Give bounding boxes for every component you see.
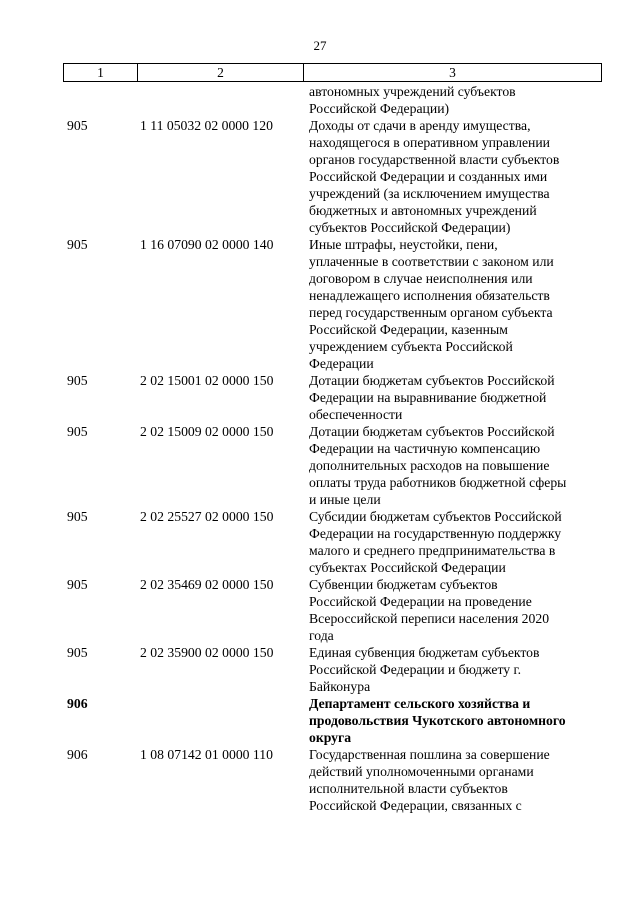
description-line: Дотации бюджетам субъектов Российской [309, 373, 555, 388]
description-line: действий уполномоченными органами [309, 764, 534, 779]
table-row [63, 117, 603, 236]
table-row [63, 746, 603, 814]
description-line: Российской Федерации на проведение [309, 594, 532, 609]
table-row [63, 236, 603, 372]
admin-code-cell: 905 [67, 424, 88, 439]
description-line: оплаты труда работников бюджетной сферы [309, 475, 567, 490]
description-cell [305, 117, 603, 236]
description-line: Департамент сельского хозяйства и [309, 696, 531, 711]
income-code-cell: 1 11 05032 02 0000 120 [140, 118, 273, 133]
description-line: Субсидии бюджетам субъектов Российской [309, 509, 562, 524]
description-line: Единая субвенция бюджетам субъектов [309, 645, 540, 660]
description-line: дополнительных расходов на повышение [309, 458, 550, 473]
description-line: органов государственной власти субъектов [309, 152, 560, 167]
table-row [63, 83, 603, 117]
table-row [63, 695, 603, 746]
table-row [63, 372, 603, 423]
description-line: Байконура [309, 679, 371, 694]
description-cell [305, 695, 603, 746]
description-line: обеспеченности [309, 407, 403, 422]
admin-code-cell: 905 [67, 373, 88, 388]
description-line: Государственная пошлина за совершение [309, 747, 550, 762]
description-line: округа [309, 730, 352, 745]
header-col-1: 1 [64, 64, 138, 81]
admin-code-cell [63, 83, 136, 117]
description-line: Субвенции бюджетам субъектов [309, 577, 498, 592]
description-cell [305, 423, 603, 508]
description-line: уплаченные в соответствии с законом или [309, 254, 554, 269]
description-line: Российской Федерации, связанных с [309, 798, 522, 813]
description-line: Российской Федерации, казенным [309, 322, 508, 337]
table-header [63, 63, 602, 82]
description-cell [305, 576, 603, 644]
description-line: года [309, 628, 334, 643]
description-cell [305, 236, 603, 372]
description-cell [305, 83, 603, 117]
description-line: Федерации на выравнивание бюджетной [309, 390, 547, 405]
description-cell [305, 372, 603, 423]
description-line: ненадлежащего исполнения обязательств [309, 288, 550, 303]
income-code-cell: 1 08 07142 01 0000 110 [140, 747, 273, 762]
description-line: Федерации на государственную поддержку [309, 526, 562, 541]
description-cell [305, 508, 603, 576]
description-line: автономных учреждений субъектов [309, 84, 516, 99]
header-col-2: 2 [138, 64, 304, 81]
description-line: продовольствия Чукотского автономного [309, 713, 566, 728]
admin-code-cell: 906 [67, 696, 88, 711]
description-line: Российской Федерации и бюджету г. [309, 662, 522, 677]
income-code-cell: 2 02 25527 02 0000 150 [140, 509, 274, 524]
admin-code-cell: 906 [67, 747, 88, 762]
description-line: и иные цели [309, 492, 381, 507]
income-code-cell: 2 02 15009 02 0000 150 [140, 424, 274, 439]
description-line: учреждений (за исключением имущества [309, 186, 550, 201]
description-line: бюджетных и автономных учреждений [309, 203, 537, 218]
income-code-cell: 2 02 35469 02 0000 150 [140, 577, 274, 592]
admin-code-cell: 905 [67, 118, 88, 133]
description-line: субъектах Российской Федерации [309, 560, 506, 575]
table-row [63, 576, 603, 644]
description-line: находящегося в оперативном управлении [309, 135, 551, 150]
description-line: Иные штрафы, неустойки, пени, [309, 237, 498, 252]
admin-code-cell: 905 [67, 645, 88, 660]
header-col-3: 3 [449, 64, 456, 80]
income-code-cell: 2 02 35900 02 0000 150 [140, 645, 274, 660]
description-cell [305, 746, 603, 814]
income-code-cell [136, 695, 305, 746]
description-cell [305, 644, 603, 695]
table-row [63, 644, 603, 695]
table-body [63, 83, 603, 814]
table-row [63, 508, 603, 576]
description-line: исполнительной власти субъектов [309, 781, 508, 796]
description-line: Федерации [309, 356, 374, 371]
description-line: субъектов Российской Федерации) [309, 220, 511, 235]
page-number: 27 [313, 38, 327, 53]
income-code-cell [136, 83, 305, 117]
description-line: Дотации бюджетам субъектов Российской [309, 424, 555, 439]
description-line: Российской Федерации) [309, 101, 450, 116]
description-line: договором в случае неисполнения или [309, 271, 533, 286]
admin-code-cell: 905 [67, 237, 88, 252]
description-line: Доходы от сдачи в аренду имущества, [309, 118, 531, 133]
description-line: учреждением субъекта Российской [309, 339, 513, 354]
description-line: Федерации на частичную компенсацию [309, 441, 541, 456]
description-line: малого и среднего предпринимательства в [309, 543, 556, 558]
income-code-cell: 1 16 07090 02 0000 140 [140, 237, 274, 252]
description-line: Российской Федерации и созданных ими [309, 169, 548, 184]
description-line: перед государственным органом субъекта [309, 305, 553, 320]
admin-code-cell: 905 [67, 577, 88, 592]
income-code-cell: 2 02 15001 02 0000 150 [140, 373, 274, 388]
table-row [63, 423, 603, 508]
admin-code-cell: 905 [67, 509, 88, 524]
description-line: Всероссийской переписи населения 2020 [309, 611, 550, 626]
